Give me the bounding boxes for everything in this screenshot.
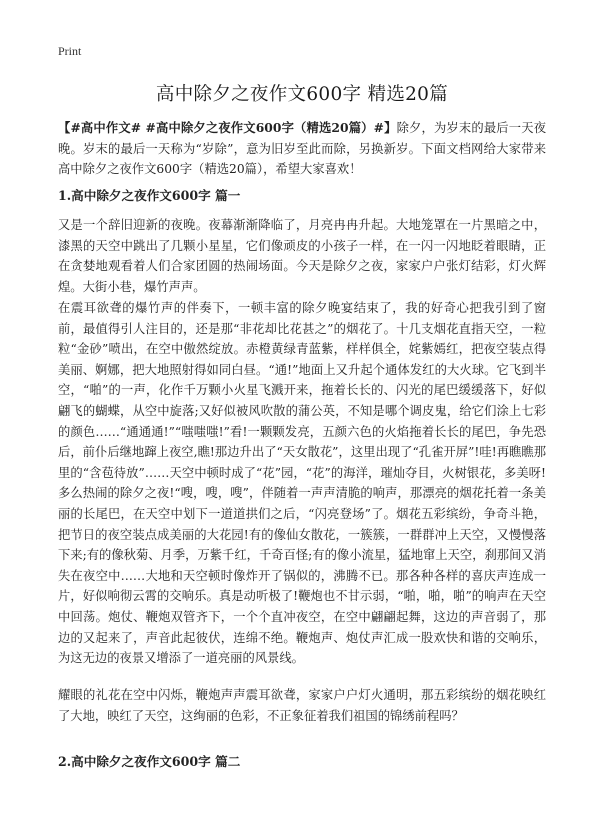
- section-1-paragraph-3: 耀眼的礼花在空中闪烁，鞭炮声声震耳欲聋，家家户户灯火通明，那五彩缤纷的烟花映红了大地，映红了天空，这绚丽的色彩，不正象征着我们祖国的锦绣前程吗？: [58, 688, 546, 723]
- section-heading-1: 1.高中除夕之夜作文600字 篇一: [58, 188, 241, 203]
- section-1-paragraph-1: 又是一个辞旧迎新的夜晚。夜幕渐渐降临了，月亮冉冉升起。大地笼罩在一片黑暗之中，漆黑的天空中跳出了几颗小星星，它们像顽皮的小孩子一样，在一闪一闪地眨着眼睛，正在贪婪地观看着人们合家团圆的热闹场面。今天是除夕之夜，家家户户张灯结彩，灯火辉煌。大街小巷，爆竹声声。: [58, 218, 546, 294]
- print-link[interactable]: Print: [58, 44, 82, 58]
- page-title: 高中除夕之夜作文600字 精选20篇: [155, 84, 449, 105]
- section-1-paragraph-2: 在震耳欲聋的爆竹声的伴奏下，一顿丰富的除夕晚宴结束了，我的好奇心把我引到了窗前，最值得引人注目的，还是那“非花却比花甚之”的烟花了。十几支烟花直指天空，一粒粒“金砂”喷出，在空中傲然绽放。赤橙黄绿青蓝紫，样样俱全，姹紫嫣红，把夜空装点得美丽、婀娜，把大地照射得如同白昼。“通!”地面上又升起个通体发红的大火球。它飞到半空，“啪”的一声，化作千万颗小火星飞溅开来，拖着长长的、闪光的尾巴缓缓落下，好似翩飞的蝴蝶，从空中旋落;又好似被风吹散的蒲公英，不知是哪个调皮鬼，给它们涂上七彩的颜色……“通通通!”“嗤嗤嗤!”看!一颗颗发亮，五颜六色的火焰拖着长长的尾巴，争先恐后，前仆后继地蹿上夜空,瞧!那边升出了“天女散花”，这里出现了“孔雀开屏”!哇!再瞧瞧那里的“含苞待放”……天空中顿时成了“花”园，“花”的海洋，璀灿夺目，火树银花，多美呀!多么热闹的除夕之夜!“嗖，嗖，嗖”，伴随着一声声清脆的响声，那漂亮的烟花托着一条美丽的长尾巴，在天空中划下一道道拱们之后，“闪亮登场”了。烟花五彩缤纷，争奇斗艳，把节日的夜空装点成美丽的大花园!有的像仙女散花，一簇簇，一群群冲上天空，又慢慢落下来;有的像秋菊、月季，万紫千红，千奇百怪;有的像小流星，猛地窜上天空，刹那间又消失在夜空中……大地和天空顿时像炸开了锅似的，沸腾不已。那各种各样的喜庆声连成一片，好似响彻云霄的交响乐。真是动听极了!鞭炮也不甘示弱，“啪，啪，啪”的响声在天空中回荡。炮仗、鞭炮双管齐下，一个个直冲夜空，在空中翩翩起舞，这边的声音弱了，那边的又起来了，声音此起彼伏，连绵不绝。鞭炮声、炮仗声汇成一股欢快和谐的交响乐，为这无边的夜景又增添了一道亮丽的风景线。: [58, 301, 546, 666]
- intro-paragraph: [58, 118, 546, 180]
- intro-text: 除夕，为岁末的最后一天夜晚。岁末的最后一天称为“岁除”，意为旧岁至此而除，另换新岁。下面文档网给大家带来高中除夕之夜作文600字（精选20篇），希望大家喜欢！: [58, 121, 546, 176]
- section-heading-2: 2.高中除夕之夜作文600字 篇二: [58, 754, 241, 769]
- intro-tag: 【#高中作文# #高中除夕之夜作文600字（精选20篇）#】: [58, 120, 397, 135]
